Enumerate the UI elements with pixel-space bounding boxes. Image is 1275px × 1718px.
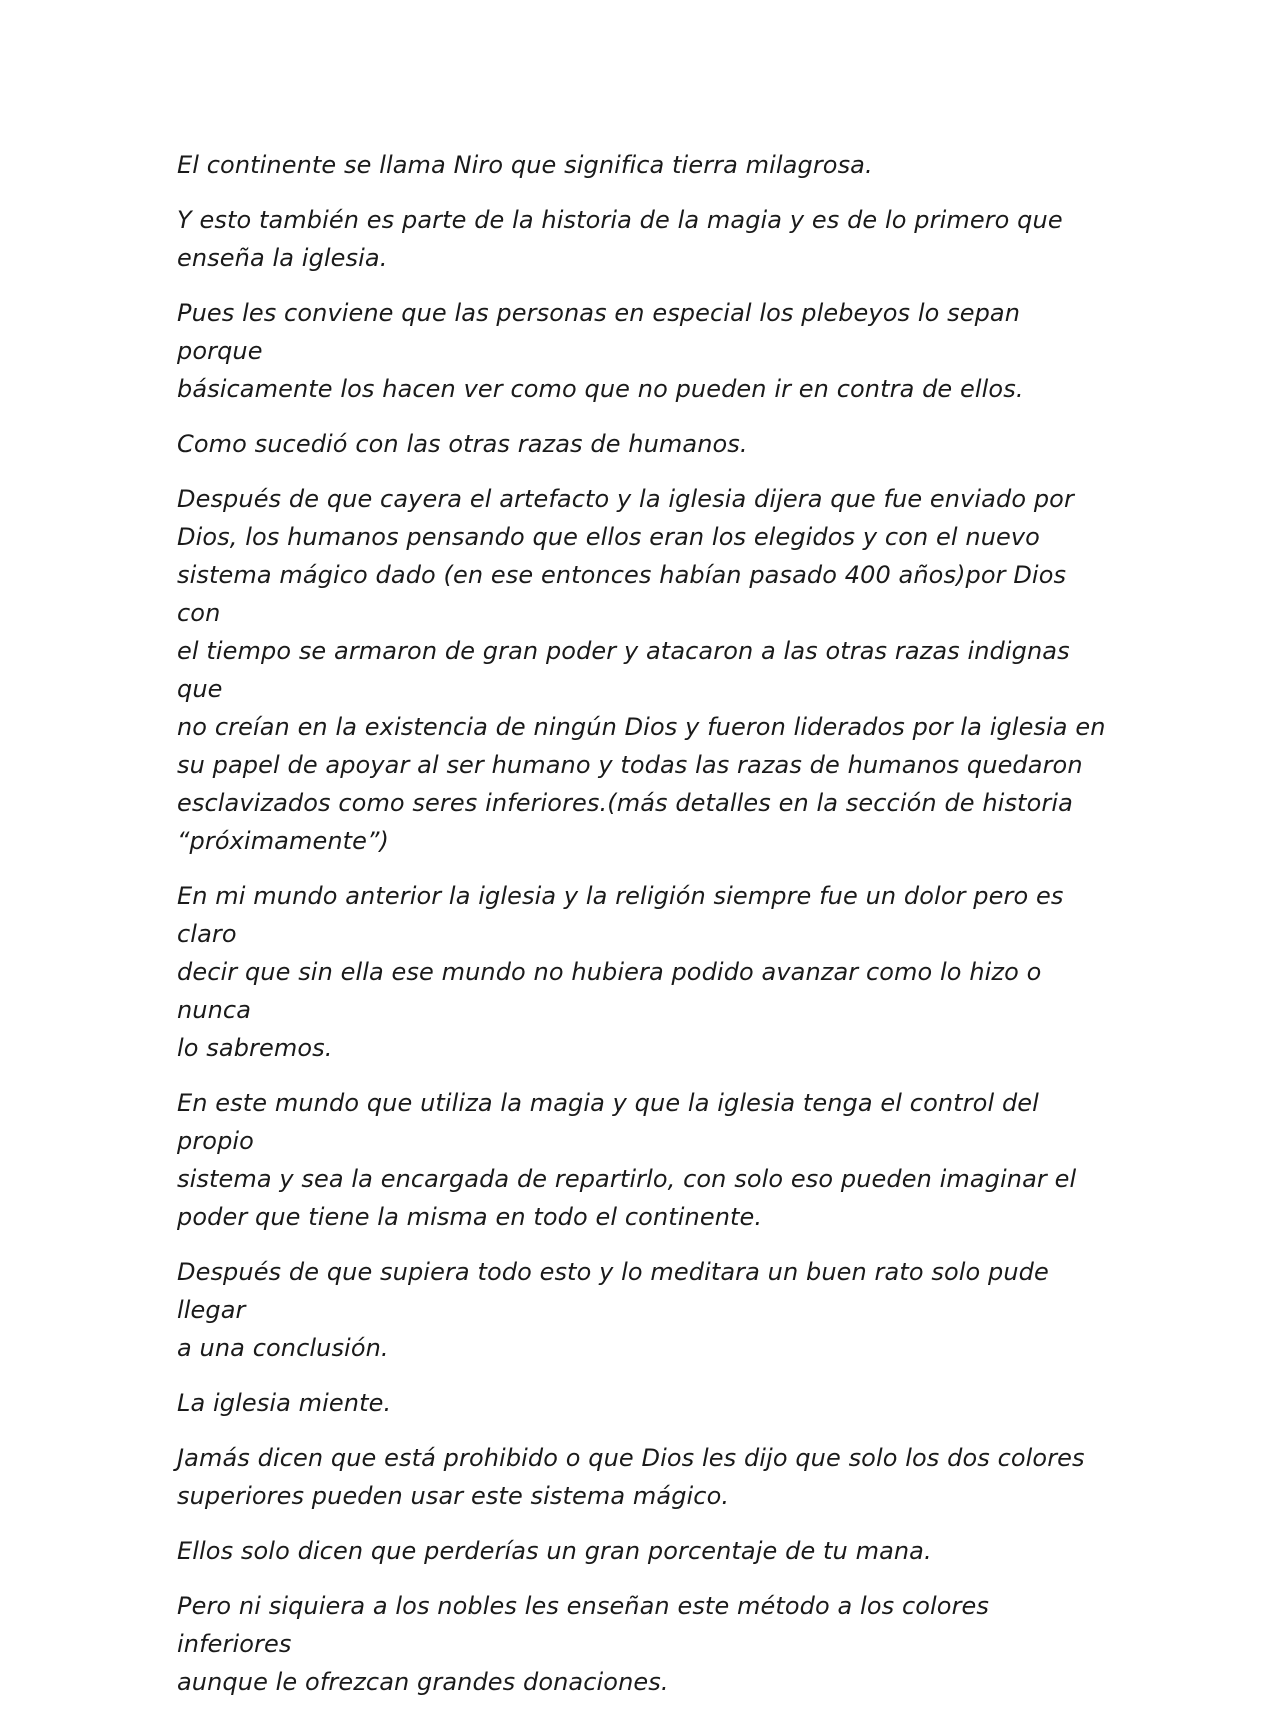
paragraph: En mi mundo anterior la iglesia y la religión siempre fue un dolor pero es claro decir que sin ella ese mundo no hubiera podido avanzar como lo hizo o nunca lo sabremos. [177, 882, 1064, 1062]
paragraph: Ellos solo dicen que perderías un gran porcentaje de tu mana. [177, 1537, 932, 1565]
paragraph: En este mundo que utiliza la magia y que la iglesia tenga el control del propio sistema y sea la encargada de repartirlo, con solo eso pueden imaginar el poder que tiene la misma en todo el continente. [177, 1089, 1077, 1231]
paragraph: Como sucedió con las otras razas de humanos. [177, 430, 748, 458]
paragraph: Después de que supiera todo esto y lo meditara un buen rato solo pude llegar a una conclusión. [177, 1258, 1049, 1362]
paragraph: Pues les conviene que las personas en especial los plebeyos lo sepan porque básicamente los hacen ver como que no pueden ir en contra de ellos. [177, 299, 1024, 403]
paragraph: Pero ni siquiera a los nobles les enseñan este método a los colores inferiores aunque le ofrezcan grandes donaciones. [177, 1592, 990, 1696]
paragraph: Jamás dicen que está prohibido o que Dios les dijo que solo los dos colores superiores pueden usar este sistema mágico. [177, 1444, 1085, 1510]
paragraph: Y esto también es parte de la historia de la magia y es de lo primero que enseña la iglesia. [177, 206, 1063, 272]
paragraph: Después de que cayera el artefacto y la iglesia dijera que fue enviado por Dios, los humanos pensando que ellos eran los elegidos y con el nuevo sistema mágico dado (en ese entonces habían pasado 400 años)por Dios con el tiempo se armaron de gran poder y atacaron a las otras razas indignas que no creían en la existencia de ningún Dios y fueron liderados por la iglesia en su papel de apoyar al ser humano y todas las razas de humanos quedaron esclavizados como seres inferiores.(más detalles en la sección de historia “próximamente”) [177, 485, 1106, 855]
paragraph: La iglesia miente. [177, 1389, 392, 1417]
paragraph: El continente se llama Niro que significa tierra milagrosa. [177, 151, 873, 179]
document-body [177, 146, 1107, 1718]
